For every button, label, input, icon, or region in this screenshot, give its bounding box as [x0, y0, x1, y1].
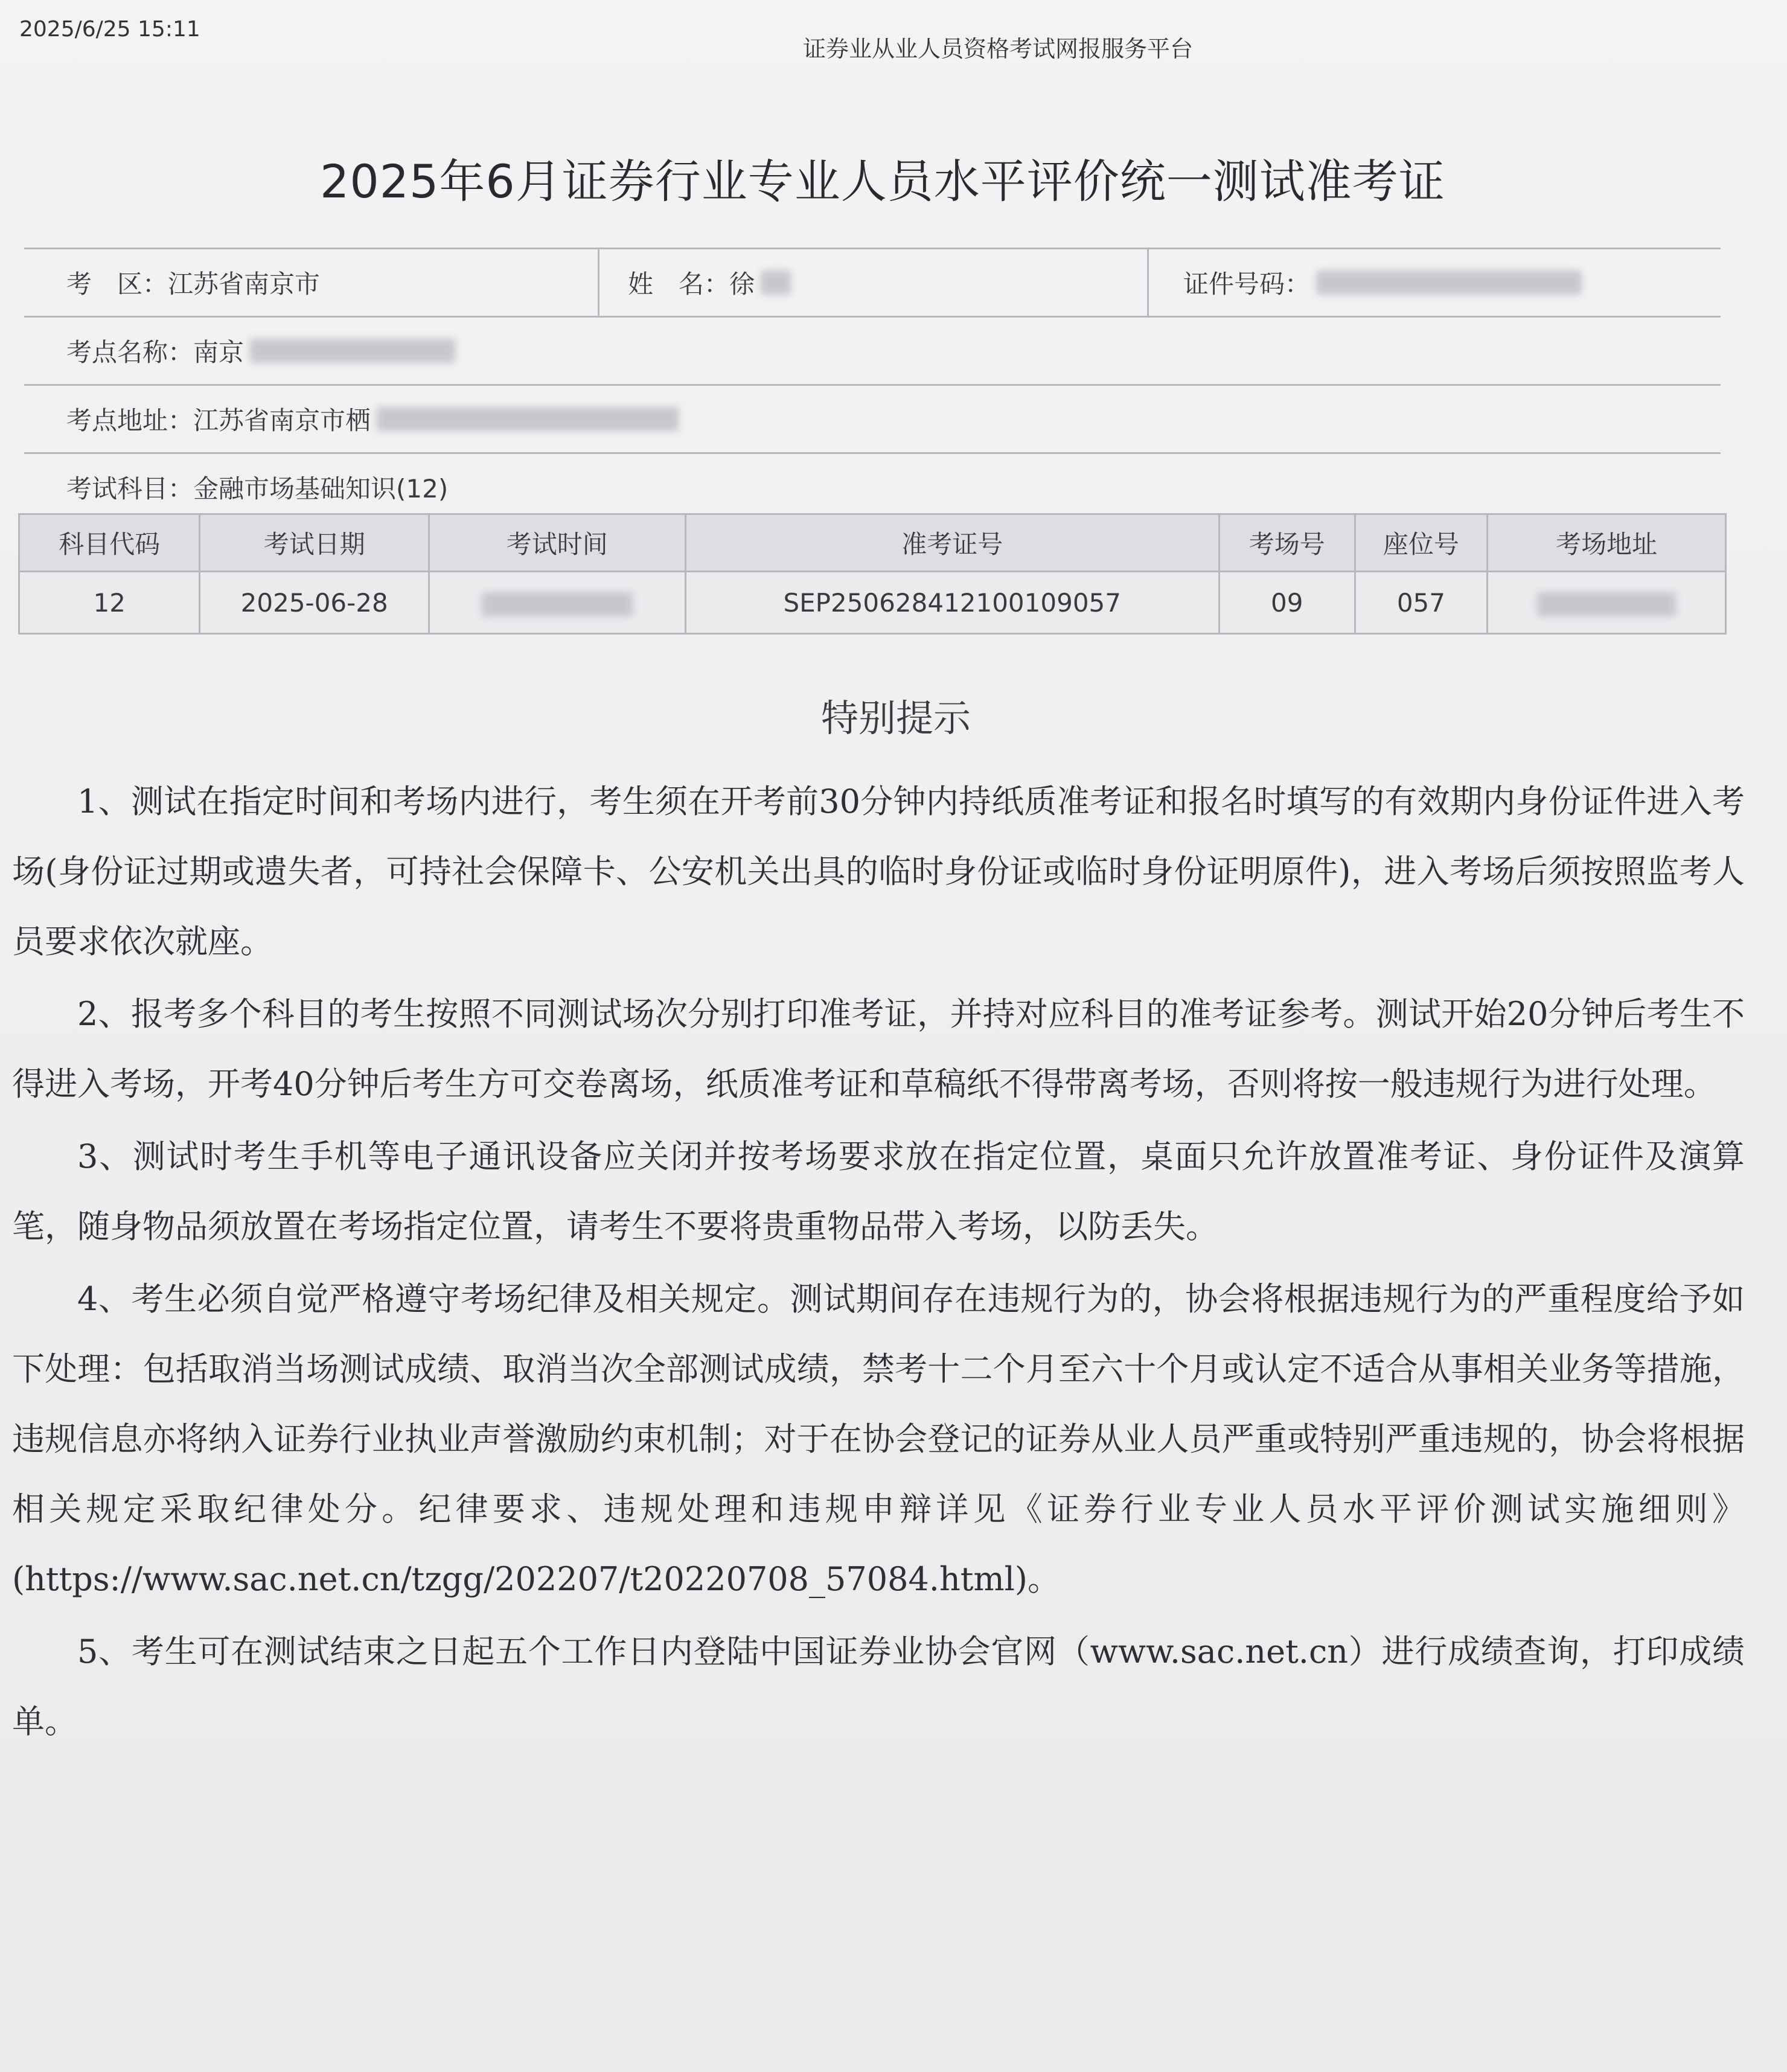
info-row-venue: [24, 318, 1721, 386]
exam-date-cell: 2025-06-28: [200, 572, 429, 634]
venue-value: 南京: [193, 337, 245, 367]
region-field: [66, 249, 320, 316]
table-row: [19, 572, 1726, 634]
notice-item: 4、考生必须自觉严格遵守考场纪律及相关规定。测试期间存在违规行为的，协会将根据违规行为的严重程度给予如下处理：包括取消当场测试成绩、取消当次全部测试成绩，禁考十二个月至六十个月或认定不适合从事相关业务等措施，违规信息亦将纳入证券行业执业声誉激励约束机制；对于在协会登记的证券从业人员严重或特别严重违规的，协会将根据相关规定采取纪律处分。纪律要求、违规处理和违规申辩详见《证券行业专业人员水平评价测试实施细则》(https://www.sac.net.cn/tzgg/202207/t20220708_57084.html)。: [12, 1280, 1745, 1598]
notice-item: 2、报考多个科目的考生按照不同测试场次分别打印准考证，并持对应科目的准考证参考。测试开始20分钟后考生不得进入考场，开考40分钟后考生方可交卷离场，纸质准考证和草稿纸不得带离考场，否则将按一般违规行为进行处理。: [12, 995, 1745, 1103]
column-header: 考试时间: [429, 514, 685, 572]
notice-body: [12, 767, 1745, 1759]
candidate-info: [24, 248, 1721, 523]
info-row-region: [24, 248, 1721, 318]
site-name: 证券业从业人员资格考试网报服务平台: [803, 36, 1194, 62]
address-value: 江苏省南京市栖: [193, 406, 371, 435]
redaction-blur: [250, 339, 455, 363]
column-header: 科目代码: [19, 514, 200, 572]
redaction-blur: [1537, 592, 1676, 616]
subject-label: 考试科目：: [66, 474, 194, 504]
id-label: 证件号码：: [1183, 269, 1311, 299]
id-field: [1183, 249, 1582, 316]
ticket-number-cell: SEP250628412100109057: [685, 572, 1219, 634]
name-field: [628, 249, 791, 316]
notice-item: 1、测试在指定时间和考场内进行，考生须在开考前30分钟内持纸质准考证和报名时填写的有效期内身份证件进入考场(身份证过期或遗失者，可持社会保障卡、公安机关出具的临时身份证或临时身份证明原件)，进入考场后须按照监考人员要求依次就座。: [12, 782, 1745, 961]
redaction-blur: [761, 270, 791, 295]
notice-item: 5、考生可在测试结束之日起五个工作日内登陆中国证券业协会官网（www.sac.net.cn）进行成绩查询，打印成绩单。: [12, 1632, 1745, 1741]
subject-value: 金融市场基础知识(12): [193, 474, 449, 504]
column-header: 准考证号: [685, 514, 1219, 572]
name-value: 徐: [729, 269, 755, 299]
page-title: 2025年6月证券行业专业人员水平评价统一测试准考证: [320, 155, 1445, 208]
divider: [1147, 249, 1149, 316]
notice-title: 特别提示: [821, 696, 971, 740]
region-value: 江苏省南京市: [168, 269, 321, 299]
name-label: 姓 名：: [628, 269, 730, 299]
info-row-address: [24, 386, 1721, 454]
exam-time-cell: [429, 572, 685, 634]
region-label: 考 区：: [66, 269, 168, 299]
redaction-blur: [482, 592, 633, 616]
exam-schedule-table: [18, 513, 1727, 635]
redaction-blur: [1316, 270, 1582, 295]
column-header: 考场地址: [1488, 514, 1726, 572]
notice-item: 3、测试时考生手机等电子通讯设备应关闭并按考场要求放在指定位置，桌面只允许放置准考证、身份证件及演算笔，随身物品须放置在考场指定位置，请考生不要将贵重物品带入考场，以防丢失。: [12, 1137, 1745, 1245]
table-header-row: [19, 514, 1726, 572]
venue-label: 考点名称：: [66, 337, 194, 367]
subject-code-cell: 12: [19, 572, 200, 634]
column-header: 考试日期: [200, 514, 429, 572]
redaction-blur: [377, 407, 679, 431]
venue-field: [66, 318, 455, 384]
room-address-cell: [1488, 572, 1726, 634]
print-datetime: 2025/6/25 15:11: [19, 17, 200, 42]
room-number-cell: 09: [1219, 572, 1355, 634]
seat-number-cell: 057: [1355, 572, 1488, 634]
subject-field: [66, 454, 448, 520]
column-header: 考场号: [1219, 514, 1355, 572]
address-label: 考点地址：: [66, 406, 194, 435]
address-field: [66, 386, 679, 452]
column-header: 座位号: [1355, 514, 1488, 572]
divider: [598, 249, 599, 316]
